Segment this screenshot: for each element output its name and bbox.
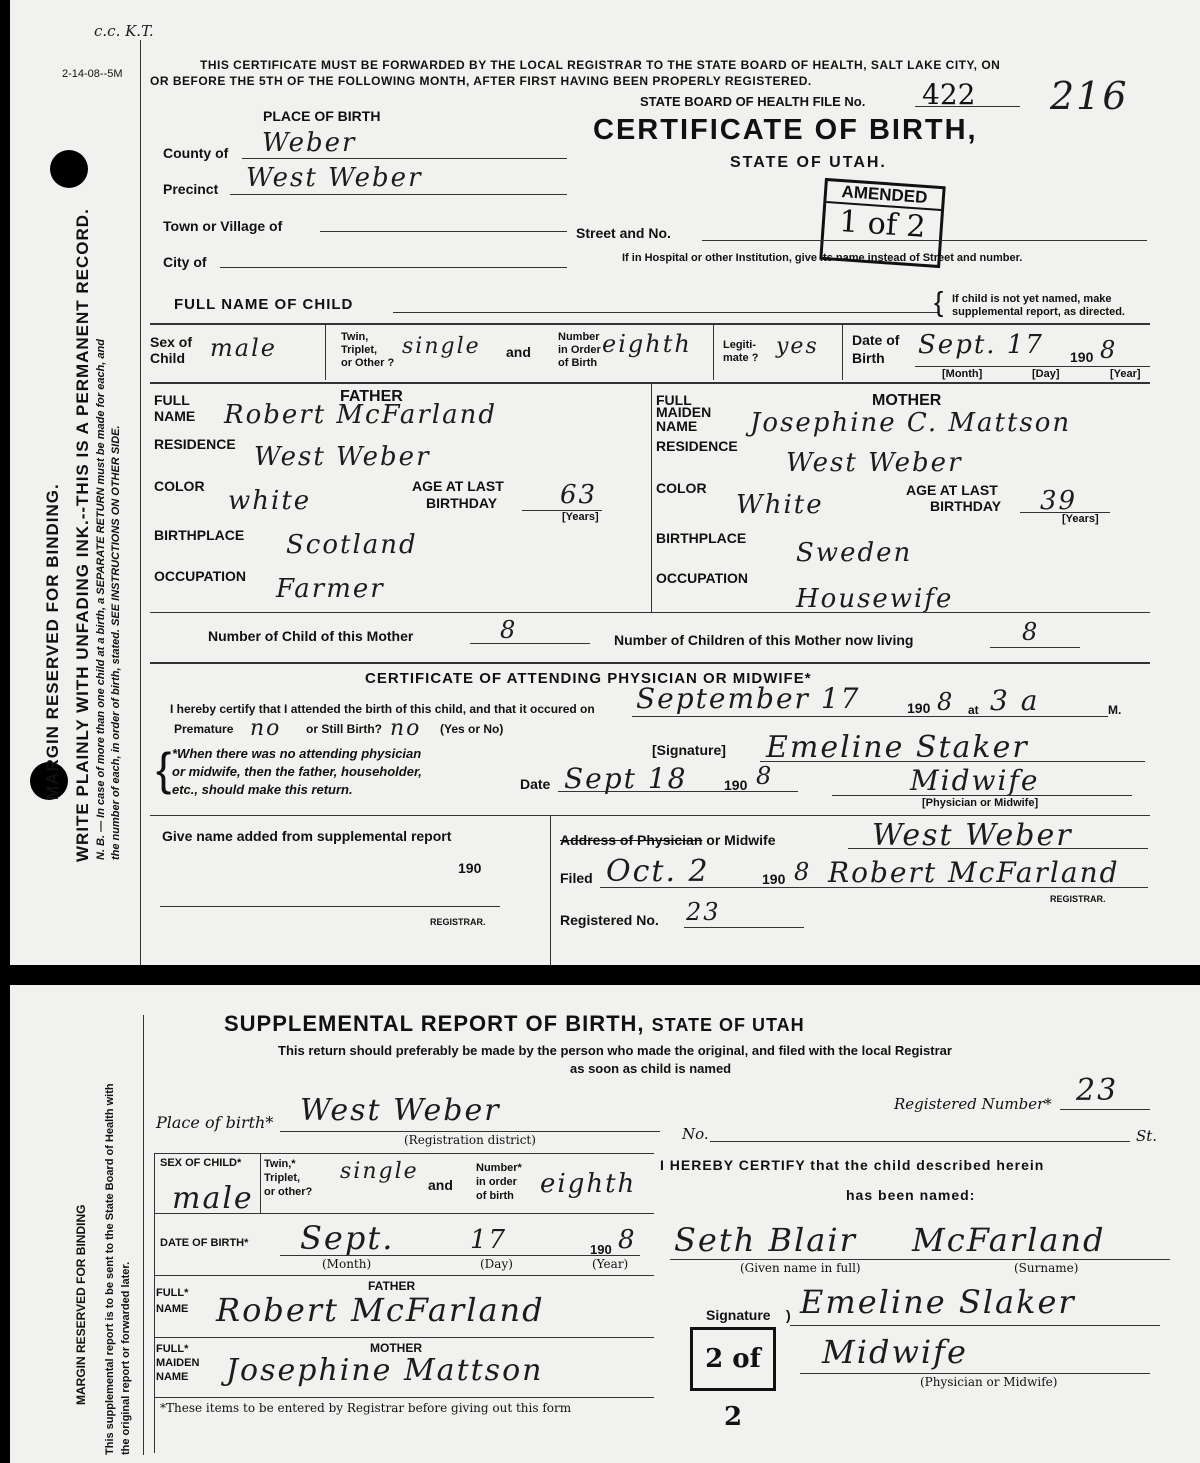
mother-full-label: FULL xyxy=(656,392,692,408)
registered-number-label: Registered Number* xyxy=(894,1095,1052,1113)
dob-day: 17 xyxy=(470,1225,508,1255)
rule xyxy=(154,1213,654,1214)
month-caption: (Month) xyxy=(322,1257,372,1271)
place-value: West Weber xyxy=(300,1093,501,1128)
years-caption-mother: [Years] xyxy=(1062,513,1099,525)
not-named-note-2: supplemental report, as directed. xyxy=(952,306,1125,318)
dob-year-digit: 8 xyxy=(618,1225,637,1255)
father-heading: FATHER xyxy=(340,388,403,405)
signature-label: Signature xyxy=(706,1307,771,1323)
full-name-label: FULL NAME OF CHILD xyxy=(174,296,354,313)
physician-signature: Emeline Staker xyxy=(766,730,1029,765)
dob-label: Date of xyxy=(852,332,900,348)
supplemental-report xyxy=(10,985,1200,1463)
margin-note-2: the number of each, in order of birth, stated. SEE INSTRUCTIONS ON OTHER SIDE. xyxy=(110,425,122,860)
at-label: at xyxy=(968,703,979,717)
rule xyxy=(550,815,551,965)
reg-district-caption: (Registration district) xyxy=(404,1133,536,1147)
sig-year-prefix: 190 xyxy=(724,777,748,793)
registrar-caption-2: REGISTRAR. xyxy=(1050,894,1106,904)
rule xyxy=(713,325,714,380)
dob-month: Sept. xyxy=(300,1219,395,1257)
occurred-year-digit: 8 xyxy=(937,688,955,716)
occurred-time: 3 a xyxy=(990,684,1040,717)
order-label-2: in Order xyxy=(558,344,601,356)
stillbirth: no xyxy=(390,716,422,741)
county-label: County of xyxy=(163,145,229,161)
registered-no-label: Registered No. xyxy=(560,912,659,928)
st-label: St. xyxy=(1136,1127,1158,1145)
header-line-1: THIS CERTIFICATE MUST BE FORWARDED BY THE LOCAL REGISTRAR TO THE STATE BOARD OF HEALTH, SALT LAKE CITY, ON xyxy=(200,58,1001,72)
rule xyxy=(154,1275,654,1276)
rule xyxy=(260,1153,261,1213)
mother-name-label: NAME xyxy=(156,1371,189,1383)
sig-year-digit: 8 xyxy=(756,762,774,790)
city-label: City of xyxy=(163,254,207,270)
father-full-label: FULL xyxy=(154,392,190,408)
footnote: *These items to be entered by Registrar before giving out this form xyxy=(160,1401,572,1415)
registered-no: 23 xyxy=(686,898,721,926)
sex-label: Sex of xyxy=(150,334,193,350)
num-living-label: Number of Children of this Mother now living xyxy=(614,632,914,648)
certificate-title: CERTIFICATE OF BIRTH, xyxy=(593,114,978,146)
surname-caption: (Surname) xyxy=(1014,1261,1079,1275)
rule xyxy=(684,927,804,928)
father-occupation-label: OCCUPATION xyxy=(154,568,247,584)
mother-color-label: COLOR xyxy=(656,480,707,496)
city-line xyxy=(220,267,567,268)
filed-date: Oct. 2 xyxy=(606,854,710,889)
mother-residence-label: RESIDENCE xyxy=(656,438,738,454)
given-name: Seth Blair xyxy=(674,1221,857,1259)
not-named-note-1: If child is not yet named, make xyxy=(952,293,1112,305)
supplemental-title-state: STATE OF UTAH xyxy=(651,1015,805,1035)
note-line-3: etc., should make this return. xyxy=(172,782,353,797)
precinct-value: West Weber xyxy=(246,163,423,193)
county-line xyxy=(242,158,567,159)
stillbirth-label: or Still Birth? xyxy=(306,722,382,736)
rule xyxy=(558,791,798,792)
rule xyxy=(280,1255,640,1256)
header-line-2: OR BEFORE THE 5TH OF THE FOLLOWING MONTH, AFTER FIRST HAVING BEEN PROPERLY REGISTERED. xyxy=(150,74,812,88)
day-caption: [Day] xyxy=(1032,368,1060,380)
rule xyxy=(325,325,326,380)
order-label-3: of Birth xyxy=(558,357,598,369)
rule xyxy=(1060,1109,1150,1110)
note-line-2: or midwife, then the father, householder, xyxy=(172,764,422,779)
filed-year-digit: 8 xyxy=(794,858,812,886)
birth-date-line xyxy=(915,366,1150,367)
sex-label: SEX OF CHILD* xyxy=(160,1157,242,1169)
rule xyxy=(848,848,1148,849)
supplemental-title xyxy=(224,1011,805,1037)
father-color: white xyxy=(228,486,312,516)
rule xyxy=(150,662,1150,664)
rule xyxy=(150,815,1150,816)
dob-label: DATE OF BIRTH* xyxy=(160,1237,249,1249)
mother-age-label: AGE AT LAST xyxy=(906,482,998,498)
father-occupation: Farmer xyxy=(276,574,385,604)
rule xyxy=(632,716,1108,717)
birth-year-digit: 8 xyxy=(1100,336,1118,364)
supplemental-sub-1: This return should preferably be made by the person who made the original, and filed with the local Registrar xyxy=(278,1043,952,1058)
rule xyxy=(600,887,1148,888)
rule xyxy=(670,1259,1170,1260)
no-label: No. xyxy=(682,1125,709,1143)
and-label: and xyxy=(428,1177,453,1193)
twin-label: Twin,* xyxy=(264,1158,296,1170)
full-name-line xyxy=(393,312,938,313)
place-label: Place of birth* xyxy=(156,1113,274,1132)
physician-title: Midwife xyxy=(910,764,1040,797)
rule xyxy=(832,795,1132,796)
given-caption: (Given name in full) xyxy=(740,1261,861,1275)
dob-year-prefix: 190 xyxy=(590,1242,612,1257)
mother-maiden-label: MAIDEN xyxy=(656,404,712,420)
rule xyxy=(150,323,1150,325)
twin-label-3: or Other ? xyxy=(341,357,395,369)
sig-date-label: Date xyxy=(520,776,551,792)
page-stamp: 2 of 2 xyxy=(690,1327,776,1391)
margin-note-1: N. B. — In case of more than one child at a birth, a SEPARATE RETURN must be made for each, and xyxy=(95,339,107,860)
certify-line-2: has been named: xyxy=(846,1187,976,1203)
margin-note-2: the original report or forwarded later. xyxy=(120,1261,132,1455)
certificate-of-birth xyxy=(10,0,1200,965)
legit-value: yes xyxy=(776,334,819,359)
county-value: Weber xyxy=(262,128,357,158)
address-label-rest: or Midwife xyxy=(706,832,776,848)
corner-mark: c.c. K.T. xyxy=(94,22,154,40)
town-line xyxy=(320,231,567,232)
note-brace: { xyxy=(156,743,172,795)
mother-age: 39 xyxy=(1040,486,1078,516)
father-heading: FATHER xyxy=(368,1279,416,1293)
rule xyxy=(842,325,843,380)
signature-paren: ) xyxy=(786,1307,791,1323)
file-no: 422 xyxy=(922,78,976,111)
month-caption: [Month] xyxy=(942,368,983,380)
mother-occupation: Housewife xyxy=(796,584,954,614)
father-age-label-2: BIRTHDAY xyxy=(426,495,498,511)
rule xyxy=(470,643,590,644)
father-name-label: NAME xyxy=(156,1303,189,1315)
file-no-handwritten: 216 xyxy=(1050,74,1129,118)
rule xyxy=(160,906,500,907)
num-child: 8 xyxy=(500,616,518,644)
file-no-line xyxy=(915,106,1020,107)
father-full-label: FULL* xyxy=(156,1287,189,1299)
margin-rule xyxy=(140,40,141,965)
certify-line-1: I HEREBY CERTIFY that the child described herein xyxy=(660,1157,1045,1173)
certify-text: I hereby certify that I attended the birth of this child, and that it occured on xyxy=(170,702,595,716)
mother-color: White xyxy=(736,490,824,520)
day-caption: (Day) xyxy=(480,1257,513,1271)
father-birthplace-label: BIRTHPLACE xyxy=(154,527,245,543)
mother-occupation-label: OCCUPATION xyxy=(656,570,749,586)
father-age: 63 xyxy=(560,480,598,510)
physician-heading: CERTIFICATE OF ATTENDING PHYSICIAN OR MIDWIFE* xyxy=(365,670,812,687)
mother-name: Josephine Mattson xyxy=(226,1353,544,1388)
rule xyxy=(710,1141,1130,1142)
twin-value: single xyxy=(340,1159,419,1184)
birth-year-prefix: 190 xyxy=(1070,349,1094,365)
sex-label-2: Child xyxy=(150,350,185,366)
hospital-note: If in Hospital or other Institution, give its name instead of Street and number. xyxy=(622,252,1023,264)
year-caption: (Year) xyxy=(592,1257,629,1271)
note-line-1: *When there was no attending physician xyxy=(172,746,422,761)
legit-label-2: mate ? xyxy=(723,352,759,364)
father-age-label: AGE AT LAST xyxy=(412,478,504,494)
num-living: 8 xyxy=(1022,618,1040,646)
num-child-label: Number of Child of this Mother xyxy=(208,628,414,644)
father-residence-label: RESIDENCE xyxy=(154,436,236,452)
occurred-year-prefix: 190 xyxy=(907,700,931,716)
rule xyxy=(790,1325,1160,1326)
order-value: eighth xyxy=(540,1169,637,1199)
filed-by: Robert McFarland xyxy=(828,856,1120,889)
signature: Emeline Slaker xyxy=(800,1283,1076,1321)
registrar-caption: REGISTRAR. xyxy=(430,917,486,927)
order-label-2: in order xyxy=(476,1176,517,1188)
supplemental-title-main: SUPPLEMENTAL REPORT OF BIRTH, xyxy=(224,1011,645,1036)
given-name-label: Give name added from supplemental report xyxy=(162,828,452,844)
rule xyxy=(154,1153,155,1453)
form-code: 2-14-08--5M xyxy=(62,68,123,80)
signature-label: [Signature] xyxy=(652,742,726,758)
premature: no xyxy=(250,716,282,741)
rule xyxy=(760,761,1145,762)
mother-name-label: NAME xyxy=(656,418,698,434)
rule xyxy=(800,1373,1150,1374)
supplemental-sub-2: as soon as child is named xyxy=(570,1061,732,1076)
father-name: Robert McFarland xyxy=(224,400,497,430)
physician-or-midwife-caption: [Physician or Midwife] xyxy=(922,797,1039,809)
father-color-label: COLOR xyxy=(154,478,205,494)
mother-residence: West Weber xyxy=(786,448,963,478)
signer-title: Midwife xyxy=(822,1333,968,1371)
twin-label: Twin, xyxy=(341,331,369,343)
mother-full-label: FULL* xyxy=(156,1343,189,1355)
sig-date: Sept 18 xyxy=(564,762,688,795)
state-label: STATE OF UTAH. xyxy=(730,154,887,171)
street-line xyxy=(702,240,1147,241)
father-name-label: NAME xyxy=(154,408,196,424)
father-residence: West Weber xyxy=(254,442,431,472)
physician-caption: (Physician or Midwife) xyxy=(920,1375,1058,1389)
brace: { xyxy=(934,286,944,317)
surname: McFarland xyxy=(912,1221,1106,1259)
margin-binding-text: MARGIN RESERVED FOR BINDING xyxy=(74,1204,88,1405)
place-of-birth-heading: PLACE OF BIRTH xyxy=(263,108,381,124)
rule xyxy=(154,1397,654,1398)
premature-label: Premature xyxy=(174,722,234,736)
rule xyxy=(150,382,1150,384)
filed-year-prefix: 190 xyxy=(762,871,786,887)
father-birthplace: Scotland xyxy=(286,530,418,560)
occurred-date: September 17 xyxy=(636,682,861,715)
father-name: Robert McFarland xyxy=(216,1291,545,1329)
twin-label-2: Triplet, xyxy=(264,1172,301,1184)
sex-value: male xyxy=(172,1181,254,1216)
mother-maiden-label: MAIDEN xyxy=(156,1357,200,1369)
year-caption: [Year] xyxy=(1110,368,1141,380)
order-value: eighth xyxy=(602,330,692,358)
yes-no-label: (Yes or No) xyxy=(440,722,504,736)
mother-birthplace-label: BIRTHPLACE xyxy=(656,530,747,546)
filed-label: Filed xyxy=(560,870,593,886)
address-label xyxy=(560,832,776,848)
rule xyxy=(154,1153,654,1154)
given-year-label: 190 xyxy=(458,860,482,876)
address-value: West Weber xyxy=(872,818,1073,853)
street-label: Street and No. xyxy=(576,225,671,241)
file-no-label: STATE BOARD OF HEALTH FILE No. xyxy=(640,94,866,109)
precinct-line xyxy=(230,194,567,195)
precinct-label: Precinct xyxy=(163,181,219,197)
rule xyxy=(651,382,652,612)
margin-note-1: This supplemental report is to be sent to the State Board of Health with xyxy=(104,1083,116,1455)
margin-rule xyxy=(143,1015,144,1455)
order-label: Number xyxy=(558,331,600,343)
address-label-struck: Address of Physician xyxy=(560,832,703,848)
years-caption: [Years] xyxy=(562,511,599,523)
and-label: and xyxy=(506,344,531,360)
registered-number: 23 xyxy=(1076,1073,1119,1108)
twin-value: single xyxy=(402,334,481,359)
rule xyxy=(990,647,1080,648)
mother-birthplace: Sweden xyxy=(796,538,913,568)
dob-label-2: Birth xyxy=(852,350,885,366)
order-label: Number* xyxy=(476,1162,522,1174)
mother-heading: MOTHER xyxy=(872,392,942,409)
mother-name: Josephine C. Mattson xyxy=(750,408,1072,438)
rule xyxy=(150,612,1150,613)
legit-label: Legiti- xyxy=(723,339,756,351)
twin-label-2: Triplet, xyxy=(341,344,378,356)
mother-heading: MOTHER xyxy=(370,1341,422,1355)
amended-stamp: AMENDED 1 of 2 xyxy=(819,178,945,268)
margin-binding-text: MARGIN RESERVED FOR BINDING. xyxy=(43,483,62,800)
town-label: Town or Village of xyxy=(163,218,283,234)
rule xyxy=(280,1131,660,1132)
twin-label-3: or other? xyxy=(264,1186,313,1198)
mother-age-label-2: BIRTHDAY xyxy=(930,498,1002,514)
birth-date: Sept. 17 xyxy=(918,330,1044,360)
binding-hole-top xyxy=(50,150,88,188)
rule xyxy=(154,1337,654,1338)
sex-value: male xyxy=(210,334,277,362)
order-label-3: of birth xyxy=(476,1190,514,1202)
m-label: M. xyxy=(1108,703,1122,717)
margin-ink-text: WRITE PLAINLY WITH UNFADING INK.--THIS IS A PERMANENT RECORD. xyxy=(73,208,92,862)
